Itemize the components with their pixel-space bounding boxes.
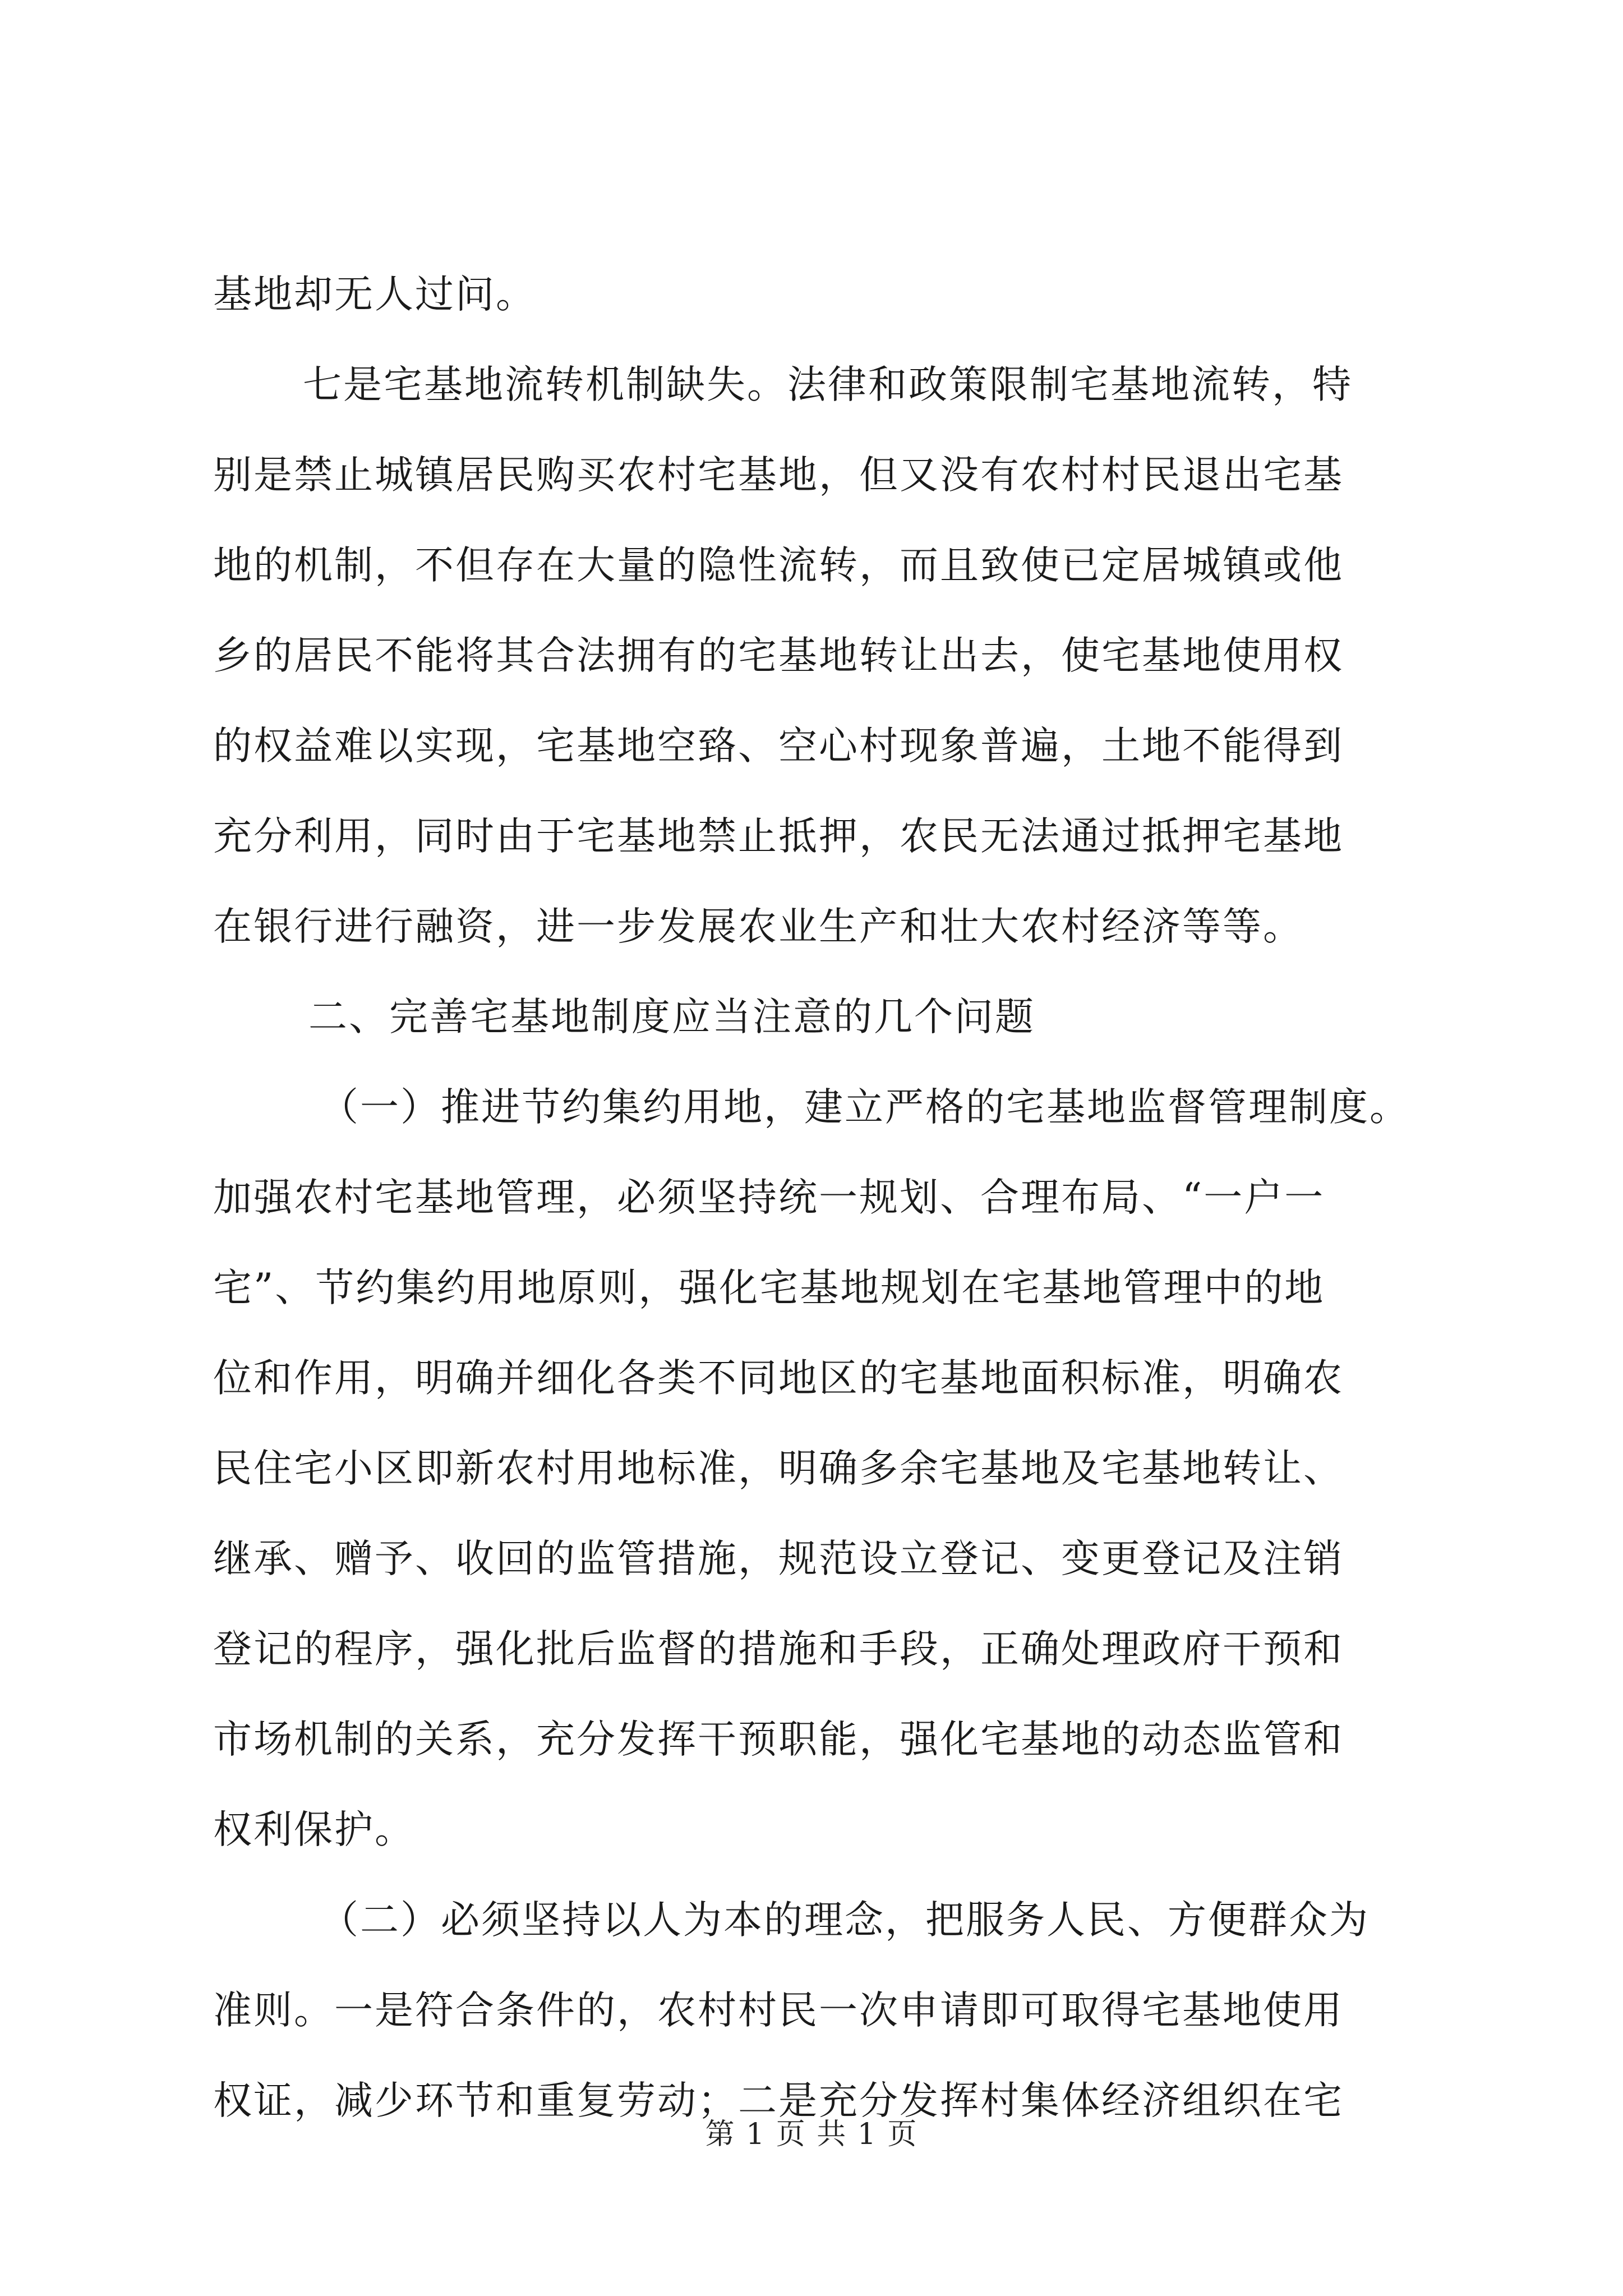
paragraph-line: 充分利用，同时由于宅基地禁止抵押，农民无法通过抵押宅基地 [213, 814, 1344, 859]
paragraph-line: 在银行进行融资，进一步发展农业生产和壮大农村经济等等。 [213, 904, 1303, 949]
paragraph-line: 的权益难以实现，宅基地空臵、空心村现象普遍，土地不能得到 [213, 724, 1344, 769]
paragraph-line: 民住宅小区即新农村用地标准，明确多余宅基地及宅基地转让、 [213, 1446, 1344, 1491]
document-body [213, 250, 1419, 2146]
paragraph-line: 七是宅基地流转机制缺失。法律和政策限制宅基地流转，特 [303, 362, 1353, 407]
paragraph-line: 别是禁止城镇居民购买农村宅基地，但又没有农村村民退出宅基 [213, 453, 1344, 498]
paragraph-line: 基地却无人过问。 [213, 272, 536, 317]
paragraph-line: 位和作用，明确并细化各类不同地区的宅基地面积标准，明确农 [213, 1356, 1344, 1401]
paragraph-line: 加强农村宅基地管理，必须坚持统一规划、合理布局、“一户一 [213, 1175, 1325, 1220]
paragraph-line: 乡的居民不能将其合法拥有的宅基地转让出去，使宅基地使用权 [213, 633, 1344, 678]
paragraph-line: 市场机制的关系，充分发挥干预职能，强化宅基地的动态监管和 [213, 1717, 1344, 1762]
subsection-heading: （二）必须坚持以人为本的理念，把服务人民、方便群众为 [320, 1898, 1370, 1943]
paragraph-line: 地的机制，不但存在大量的隐性流转，而且致使已定居城镇或他 [213, 543, 1344, 588]
subsection-heading: （一）推进节约集约用地，建立严格的宅基地监督管理制度。 [320, 1085, 1410, 1130]
paragraph-line: 宅”、节约集约用地原则，强化宅基地规划在宅基地管理中的地 [213, 1266, 1325, 1310]
paragraph-line: 继承、赠予、收回的监管措施，规范设立登记、变更登记及注销 [213, 1536, 1344, 1581]
paragraph-line: 准则。一是符合条件的，农村村民一次申请即可取得宅基地使用 [213, 1988, 1344, 2033]
paragraph-line: 权利保护。 [213, 1807, 415, 1852]
paragraph-line: 登记的程序，强化批后监督的措施和手段，正确处理政府干预和 [213, 1627, 1344, 1672]
section-heading: 二、完善宅基地制度应当注意的几个问题 [308, 995, 1035, 1039]
page-footer [0, 2115, 1623, 2154]
paragraph-line: 权证，减少环节和重复劳动；二是充分发挥村集体经济组织在宅 [213, 2078, 1344, 2123]
page-number: 第 1 页 共 1 页 [705, 2118, 918, 2151]
